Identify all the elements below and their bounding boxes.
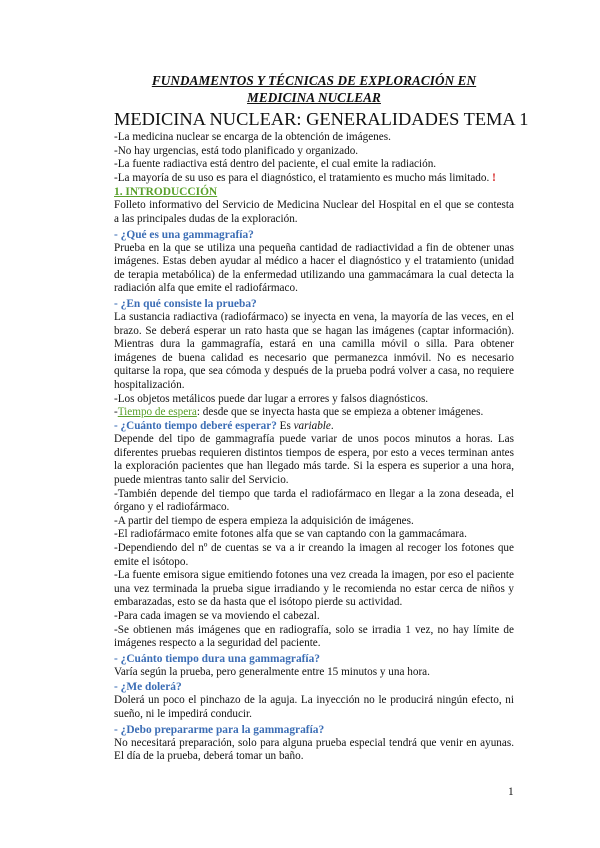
answer-paragraph: Prueba en la que se utiliza una pequeña cantidad de radiactividad a fin de obtener unas imágenes. Estas deben ayudar al médico a hacer el diagnóstico y el tratamiento (unidad de terapia metabólica) de la enfermedad utilizando una gammacámara la cual detecta la radiación alfa que emite el radiofármaco. bbox=[114, 241, 514, 295]
question-heading: - ¿Me dolerá? bbox=[114, 681, 182, 694]
document-subtitle: MEDICINA NUCLEAR: GENERALIDADES TEMA 1 bbox=[114, 109, 529, 129]
note-line: -Los objetos metálicos puede dar lugar a errores y falsos diagnósticos. bbox=[114, 392, 429, 405]
note-text: : desde que se inyecta hasta que se empieza a obtener imágenes. bbox=[196, 406, 484, 419]
intro-line bbox=[114, 172, 514, 186]
section-heading: 1. INTRODUCCIÓN bbox=[114, 186, 218, 199]
question-line bbox=[114, 420, 514, 434]
note-line: -Tiempo de espera: desde que se inyecta hasta que se empieza a obtener imágenes. bbox=[114, 406, 484, 419]
intro-line: -La fuente radiactiva está dentro del paciente, el cual emite la radiación. bbox=[114, 158, 437, 171]
answer-paragraph: -Dependiendo del nº de cuentas se va a ir creando la imagen al recoger los fotones que emite el isótopo. bbox=[114, 542, 514, 568]
intro-line-text: -La mayoría de su uso es para el diagnóstico, el tratamiento es mucho más limitado. bbox=[114, 171, 490, 184]
answer-paragraph: Dolerá un poco el pinchazo de la aguja. La inyección no le producirá ningún efecto, ni sueño, ni le impedirá conducir. bbox=[114, 694, 514, 720]
answer-paragraph: -Para cada imagen se va moviendo el cabezal. bbox=[114, 610, 320, 622]
answer-paragraph: Varía según la prueba, pero generalmente entre 15 minutos y una hora. bbox=[114, 665, 430, 678]
question-heading: - ¿En qué consiste la prueba? bbox=[114, 297, 257, 310]
answer-paragraph: -A partir del tiempo de espera empieza la adquisición de imágenes. bbox=[114, 514, 414, 527]
question-heading: - ¿Debo prepararme para la gammagrafía? bbox=[114, 723, 325, 736]
answer-paragraph: No necesitará preparación, solo para alguna prueba especial tendrá que venir en ayunas. El día de la prueba, deberá tomar un baño. bbox=[114, 736, 514, 763]
exclamation-mark: ! bbox=[492, 171, 496, 184]
question-heading: - ¿Qué es una gammagrafía? bbox=[114, 228, 254, 241]
answer-paragraph: -También depende del tiempo que tarda el radiofármaco en llegar a la zona deseada, el órgano y el radiofármaco. bbox=[114, 487, 514, 514]
answer-paragraph: Depende del tipo de gammagrafía puede variar de unos pocos minutos a horas. Las diferentes pruebas requieren distintos tiempos de espera, por esto a veces terminan antes la exploración pacientes que han llegado más tarde. Si la espera es superior a una hora, puede mientras tanto salir del Servicio. bbox=[114, 433, 514, 487]
section-paragraph: Folleto informativo del Servicio de Medicina Nuclear del Hospital en el que se contesta a las principales dudas de la exploración. bbox=[114, 199, 514, 225]
answer-lead: Es bbox=[276, 419, 294, 432]
highlight-term: Tiempo de espera bbox=[117, 406, 197, 419]
answer-paragraph: -El radiofármaco emite fotones alfa que se van captando con la gammacámara. bbox=[114, 528, 467, 541]
answer-paragraph: La sustancia radiactiva (radiofármaco) se inyecta en vena, la mayoría de las veces, en el brazo. Se deberá esperar un rato hasta que se hagan las imágenes (captar información). Mientras dura la gammagrafía, estará en una camilla móvil o silla. Para obtener imágenes de buena calidad es necesario que permanezca inmóvil. No es necesario quitarse la ropa, que sea cómoda y después de la prueba podrá volver a casa, no requiere hospitalización. bbox=[114, 310, 514, 391]
title-line-2: MEDICINA NUCLEAR bbox=[247, 90, 381, 105]
answer-paragraph: -La fuente emisora sigue emitiendo fotones una vez creada la imagen, por eso el paciente una vez terminada la prueba sigue irradiando y le recomienda no estar cerca de niños y embarazadas, esto se da hasta que el isótopo pierde su actividad. bbox=[114, 569, 514, 609]
intro-line: -No hay urgencias, está todo planificado y organizado. bbox=[114, 144, 359, 157]
title-line-1: FUNDAMENTOS Y TÉCNICAS DE EXPLORACIÓN EN bbox=[151, 73, 477, 88]
intro-line: -La medicina nuclear se encarga de la obtención de imágenes. bbox=[114, 131, 391, 143]
page-number: 1 bbox=[508, 786, 514, 798]
answer-paragraph: -Se obtienen más imágenes que en radiografía, solo se irradia 1 vez, no hay límite de imágenes respecto a la seguridad del paciente. bbox=[114, 623, 514, 650]
document-title bbox=[114, 72, 514, 106]
document-page bbox=[114, 72, 529, 764]
question-heading: - ¿Cuánto tiempo deberé esperar? bbox=[114, 419, 277, 432]
answer-italic: variable bbox=[293, 419, 331, 432]
answer-end: . bbox=[330, 419, 334, 432]
question-heading: - ¿Cuánto tiempo dura una gammagrafía? bbox=[114, 652, 320, 665]
